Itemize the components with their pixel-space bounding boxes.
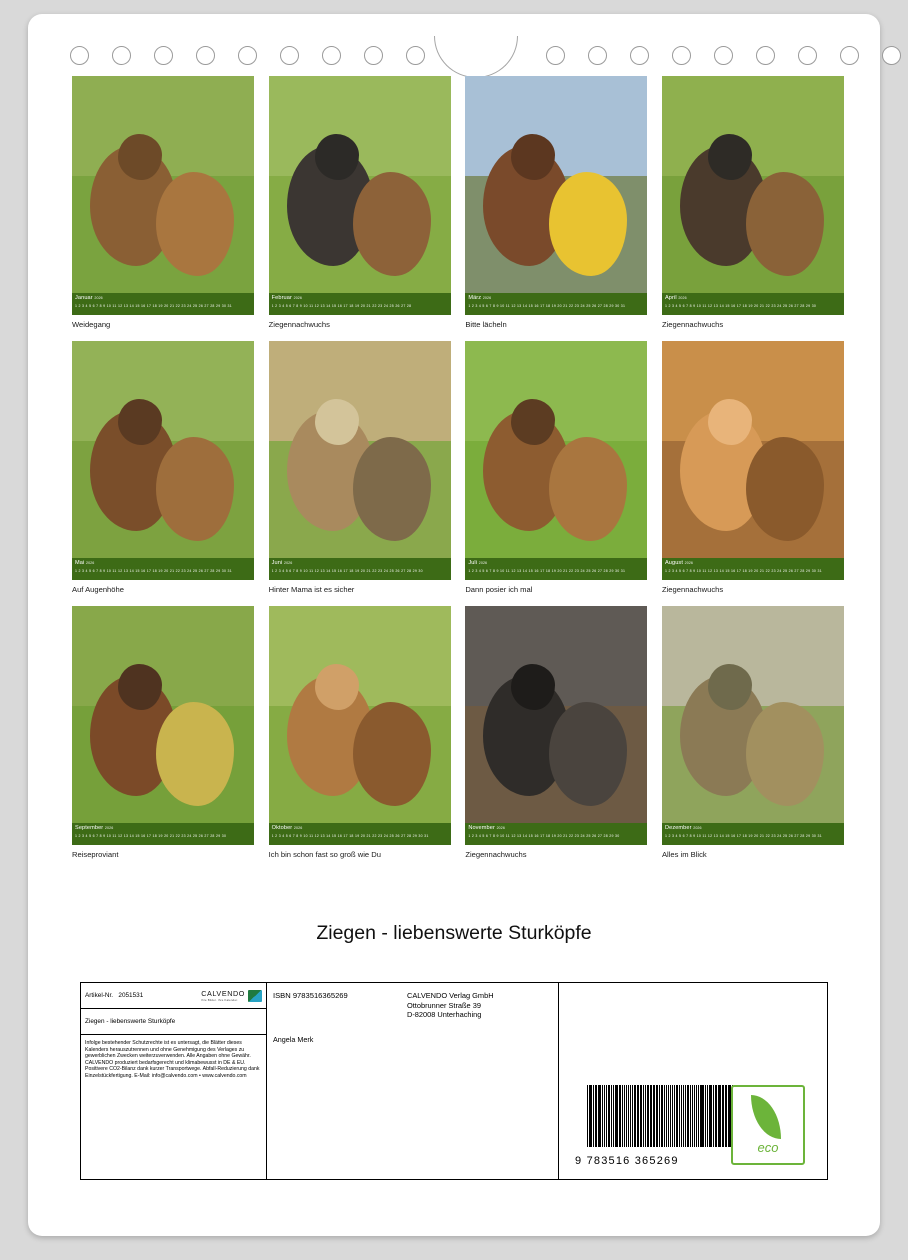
barcode-bar (715, 1085, 717, 1147)
binding-hole (882, 46, 901, 65)
isbn-text: ISBN 9783516365269 (273, 991, 348, 1000)
barcode-image (587, 1085, 753, 1147)
month-cell (72, 76, 254, 330)
photo-subject (353, 172, 431, 276)
month-row (72, 76, 844, 330)
binding-hole (630, 46, 649, 65)
barcode-bar (728, 1085, 729, 1147)
photo-background (465, 76, 647, 176)
month-photo (662, 341, 844, 580)
month-cell (465, 76, 647, 330)
binding-hole (798, 46, 817, 65)
photo-subject (746, 172, 824, 276)
barcode-bar (634, 1085, 636, 1147)
photo-subject (156, 702, 234, 806)
barcode-bar (656, 1085, 657, 1147)
month-caption: Ziegennachwuchs (268, 320, 330, 329)
barcode-bar (672, 1085, 673, 1147)
barcode-bar (643, 1085, 644, 1147)
month-photo (72, 76, 254, 315)
month-name-text: April (664, 295, 677, 301)
article-number (85, 992, 143, 999)
article-row (81, 983, 266, 1009)
month-caption: Ziegennachwuchs (465, 850, 527, 859)
barcode-bar (725, 1085, 726, 1147)
photo-subject (315, 399, 359, 445)
month-name (665, 825, 702, 832)
publisher-line: D-82008 Unterhaching (407, 1010, 482, 1020)
month-cell (72, 341, 254, 595)
month-photo (465, 76, 647, 315)
photo-subject (511, 399, 555, 445)
barcode-bar (685, 1085, 686, 1147)
barcode-bar (613, 1085, 614, 1147)
photo-subject (315, 134, 359, 180)
month-photo (269, 76, 451, 315)
month-day-numbers: 1 2 3 4 5 6 7 8 9 10 11 12 13 14 15 16 17 18 19 20 21 22 23 24 25 26 27 28 29 30 31 (75, 569, 232, 573)
month-cell (269, 76, 451, 330)
month-calendar-strip (72, 558, 254, 580)
binding-hole (154, 46, 173, 65)
month-calendar-strip (465, 823, 647, 845)
barcode-bar (645, 1085, 646, 1147)
article-value: 2051531 (118, 992, 144, 999)
month-name-text: Oktober (271, 825, 293, 831)
month-caption: Weidegang (72, 320, 111, 329)
barcode-bar (718, 1085, 719, 1147)
month-photo (662, 76, 844, 315)
binding-hole (364, 46, 383, 65)
eco-seal-label: eco (757, 1140, 779, 1155)
month-name-text: Juli (468, 560, 478, 566)
month-name (665, 295, 687, 302)
binding-hole (546, 46, 565, 65)
barcode-bar (602, 1085, 603, 1147)
month-cell (269, 341, 451, 595)
month-day-numbers: 1 2 3 4 5 6 7 8 9 10 11 12 13 14 15 16 17 18 19 20 21 22 23 24 25 26 27 28 (271, 304, 412, 308)
barcode-bar (604, 1085, 605, 1147)
barcode-bar (626, 1085, 627, 1147)
barcode-bar (709, 1085, 710, 1147)
barcode-bar (683, 1085, 684, 1147)
barcode-bar (681, 1085, 682, 1147)
month-name (665, 560, 693, 567)
month-name (468, 825, 505, 832)
barcode-bar (676, 1085, 678, 1147)
binding-hole (672, 46, 691, 65)
barcode-bar (647, 1085, 649, 1147)
photo-background (465, 341, 647, 441)
photo-subject (746, 702, 824, 806)
month-cell (662, 606, 844, 860)
publisher-address (407, 991, 494, 1020)
month-name-text: Januar (75, 295, 93, 301)
photo-subject (511, 134, 555, 180)
month-year: 2026 (293, 296, 303, 300)
month-year: 2026 (85, 561, 95, 565)
month-calendar-strip (72, 293, 254, 315)
month-calendar-strip (662, 558, 844, 580)
photo-subject (315, 664, 359, 710)
month-day-numbers: 1 2 3 4 5 6 7 8 9 10 11 12 13 14 15 16 17 18 19 20 21 22 23 24 25 26 27 28 29 30 31 (664, 834, 822, 838)
barcode-bar (661, 1085, 663, 1147)
month-year: 2026 (104, 826, 114, 830)
month-name (272, 825, 303, 832)
month-cell (72, 606, 254, 860)
photo-subject (746, 437, 824, 541)
month-year: 2026 (684, 561, 694, 565)
barcode-bar (630, 1085, 631, 1147)
barcode-bar (589, 1085, 590, 1147)
barcode-bar (624, 1085, 625, 1147)
photo-subject (156, 172, 234, 276)
photo-subject (708, 664, 752, 710)
month-caption: Bitte lächeln (465, 320, 507, 329)
month-photo (269, 606, 451, 845)
photo-subject (549, 702, 627, 806)
barcode-bar (608, 1085, 610, 1147)
photo-subject (511, 664, 555, 710)
month-cell (465, 341, 647, 595)
author-name: Angela Merk (273, 1035, 314, 1044)
legal-notice-text: Infolge bestehender Schutzrechte ist es untersagt, die Blätter dieses Kalenders herauszutrennen und ohne Genehmigung des Verlages zu gewerblichen Zwecken weiterzuverwenden. Alle Angaben ohne Gewähr. CALVENDO produziert bedarfsgerecht und klimabewusst in DE & EU. Positivere CO2-Bilanz dank kurzer Transportwege. Abfall-Reduzierung dank Einzelstückfertigung. E-Mail: info@calvendo.com • www.calvendo.com (85, 1040, 260, 1079)
barcode-bar (710, 1085, 711, 1147)
barcode-bar (670, 1085, 671, 1147)
barcode-bar (640, 1085, 641, 1147)
month-day-numbers: 1 2 3 4 5 6 7 8 9 10 11 12 13 14 15 16 17 18 19 20 21 22 23 24 25 26 27 28 29 30 31 (75, 304, 232, 308)
calvendo-wordmark: CALVENDO (201, 988, 245, 998)
month-photo (465, 606, 647, 845)
barcode-bar (698, 1085, 699, 1147)
binding-hole (112, 46, 131, 65)
barcode-bar (615, 1085, 616, 1147)
binding-hole (280, 46, 299, 65)
barcode-bar (632, 1085, 633, 1147)
imprint-product-title: Ziegen - liebenswerte Sturköpfe (81, 1009, 266, 1035)
barcode-bar (619, 1085, 621, 1147)
barcode-bar (719, 1085, 720, 1147)
month-calendar-strip (269, 293, 451, 315)
month-caption: Alles im Blick (661, 850, 707, 859)
month-row (72, 606, 844, 860)
binding-hole (840, 46, 859, 65)
barcode-bar (690, 1085, 691, 1147)
barcode-bar (666, 1085, 667, 1147)
month-name-text: August (664, 560, 683, 566)
barcode-bar (628, 1085, 629, 1147)
month-calendar-strip (269, 823, 451, 845)
barcode-bar (651, 1085, 652, 1147)
eco-seal (731, 1085, 805, 1165)
month-name-text: Februar (271, 295, 292, 301)
photo-subject (708, 134, 752, 180)
calvendo-tagline: Ihre Bilder. Ihre Kalender. (201, 997, 239, 1002)
month-caption: Auf Augenhöhe (72, 585, 124, 594)
month-name-text: März (468, 295, 482, 301)
month-day-numbers: 1 2 3 4 5 6 7 8 9 10 11 12 13 14 15 16 17 18 19 20 21 22 23 24 25 26 27 28 29 30 31 (271, 834, 429, 838)
barcode-bar (694, 1085, 695, 1147)
month-caption: Dann posier ich mal (465, 585, 533, 594)
barcode-bar (637, 1085, 638, 1147)
month-cell (662, 341, 844, 595)
month-day-numbers: 1 2 3 4 5 6 7 8 9 10 11 12 13 14 15 16 17 18 19 20 21 22 23 24 25 26 27 28 29 30 31 (468, 304, 626, 308)
month-name (75, 295, 103, 302)
binding-hole (70, 46, 89, 65)
barcode-number: 9 783516 365269 (575, 1155, 679, 1167)
month-grid (72, 76, 844, 871)
barcode-bar (664, 1085, 665, 1147)
month-year: 2026 (678, 296, 687, 300)
month-name (468, 295, 491, 302)
month-name-text: November (468, 825, 495, 831)
barcode-bar (696, 1085, 697, 1147)
month-photo (72, 606, 254, 845)
month-calendar-strip (269, 558, 451, 580)
month-calendar-strip (662, 823, 844, 845)
month-name (272, 295, 302, 302)
imprint-column-product (81, 983, 267, 1179)
month-caption: Hinter Mama ist es sicher (268, 585, 355, 594)
barcode-bar (590, 1085, 591, 1147)
month-photo (662, 606, 844, 845)
month-caption: Ziegennachwuchs (661, 585, 724, 594)
month-day-numbers: 1 2 3 4 5 6 7 8 9 10 11 12 13 14 15 16 17 18 19 20 21 22 23 24 25 26 27 28 29 30 31 (468, 569, 626, 573)
month-day-numbers: 1 2 3 4 5 6 7 8 9 10 11 12 13 14 15 16 17 18 19 20 21 22 23 24 25 26 27 28 29 30 31 (664, 569, 822, 573)
month-cell (465, 606, 647, 860)
binding-hole (406, 46, 425, 65)
photo-background (465, 606, 647, 706)
barcode-bar (659, 1085, 660, 1147)
imprint-column-barcode (559, 983, 827, 1179)
month-caption: Ich bin schon fast so groß wie Du (268, 850, 381, 859)
imprint-box (80, 982, 828, 1180)
publisher-line: Ottobrunner Straße 39 (407, 1000, 481, 1010)
barcode-bar (687, 1085, 689, 1147)
month-caption: Ziegennachwuchs (661, 320, 724, 329)
month-name (272, 560, 293, 567)
month-cell (662, 76, 844, 330)
month-year: 2026 (283, 561, 293, 565)
barcode-bar (707, 1085, 708, 1147)
binding-hole (238, 46, 257, 65)
month-photo (72, 341, 254, 580)
barcode-bar (722, 1085, 723, 1147)
barcode-bar (650, 1085, 651, 1147)
barcode-bar (679, 1085, 680, 1147)
barcode-bar (713, 1085, 714, 1147)
month-year: 2026 (496, 826, 505, 830)
barcode-bar (674, 1085, 675, 1147)
month-name-text: Juni (271, 560, 283, 566)
barcode-bar (595, 1085, 597, 1147)
barcode-bar (599, 1085, 600, 1147)
month-name (75, 825, 113, 832)
barcode-bar (616, 1085, 617, 1147)
photo-subject (156, 437, 234, 541)
barcode-bar (598, 1085, 599, 1147)
month-year: 2026 (94, 296, 103, 300)
photo-subject (549, 172, 627, 276)
month-name-text: September (75, 825, 104, 831)
month-day-numbers: 1 2 3 4 5 6 7 8 9 10 11 12 13 14 15 16 17 18 19 20 21 22 23 24 25 26 27 28 29 30 (75, 834, 227, 838)
article-label: Artikel-Nr. (85, 992, 114, 999)
barcode-bar (593, 1085, 594, 1147)
month-name-text: Mai (75, 560, 85, 566)
calvendo-mark-icon (248, 990, 262, 1002)
month-calendar-strip (465, 558, 647, 580)
barcode-bar (705, 1085, 706, 1147)
photo-subject (549, 437, 627, 541)
calvendo-logo (201, 990, 262, 1002)
barcode-bar (622, 1085, 623, 1147)
month-calendar-strip (662, 293, 844, 315)
month-name (468, 560, 487, 567)
barcode-bar (611, 1085, 612, 1147)
month-year: 2026 (482, 296, 492, 300)
month-photo (269, 341, 451, 580)
month-photo (465, 341, 647, 580)
publisher-line: CALVENDO Verlag GmbH (407, 991, 494, 1000)
binding-hole (588, 46, 607, 65)
month-caption: Reiseproviant (72, 850, 119, 859)
photo-subject (118, 134, 162, 180)
month-year: 2026 (293, 826, 303, 830)
month-name-text: Dezember (664, 825, 692, 831)
barcode-bar (638, 1085, 639, 1147)
barcode-bar (692, 1085, 693, 1147)
barcode-bar (606, 1085, 607, 1147)
hanging-tab-cutout (434, 36, 518, 78)
month-name (75, 560, 94, 567)
month-day-numbers: 1 2 3 4 5 6 7 8 9 10 11 12 13 14 15 16 17 18 19 20 21 22 23 24 25 26 27 28 29 30 (271, 569, 423, 573)
barcode-bar (587, 1085, 588, 1147)
barcode-bar (653, 1085, 654, 1147)
month-day-numbers: 1 2 3 4 5 6 7 8 9 10 11 12 13 14 15 16 17 18 19 20 21 22 23 24 25 26 27 28 29 30 (468, 834, 620, 838)
photo-subject (118, 399, 162, 445)
leaf-icon (751, 1095, 781, 1139)
photo-subject (118, 664, 162, 710)
binding-hole (714, 46, 733, 65)
month-year: 2026 (478, 561, 488, 565)
month-calendar-strip (72, 823, 254, 845)
page-title: Ziegen - liebenswerte Sturköpfe (316, 922, 592, 944)
photo-subject (708, 399, 752, 445)
photo-subject (353, 702, 431, 806)
month-cell (269, 606, 451, 860)
barcode-bar (657, 1085, 658, 1147)
barcode-bar (700, 1085, 701, 1147)
binding-hole (322, 46, 341, 65)
month-day-numbers: 1 2 3 4 5 6 7 8 9 10 11 12 13 14 15 16 17 18 19 20 21 22 23 24 25 26 27 28 29 30 (664, 304, 817, 308)
month-row (72, 341, 844, 595)
barcode-bar (723, 1085, 724, 1147)
calendar-sheet (28, 14, 880, 1236)
binding-hole (756, 46, 775, 65)
barcode-bar (668, 1085, 669, 1147)
binding-hole (196, 46, 215, 65)
month-year: 2026 (693, 826, 702, 830)
barcode-bar (701, 1085, 703, 1147)
imprint-column-publisher (267, 983, 559, 1179)
photo-subject (353, 437, 431, 541)
month-calendar-strip (465, 293, 647, 315)
